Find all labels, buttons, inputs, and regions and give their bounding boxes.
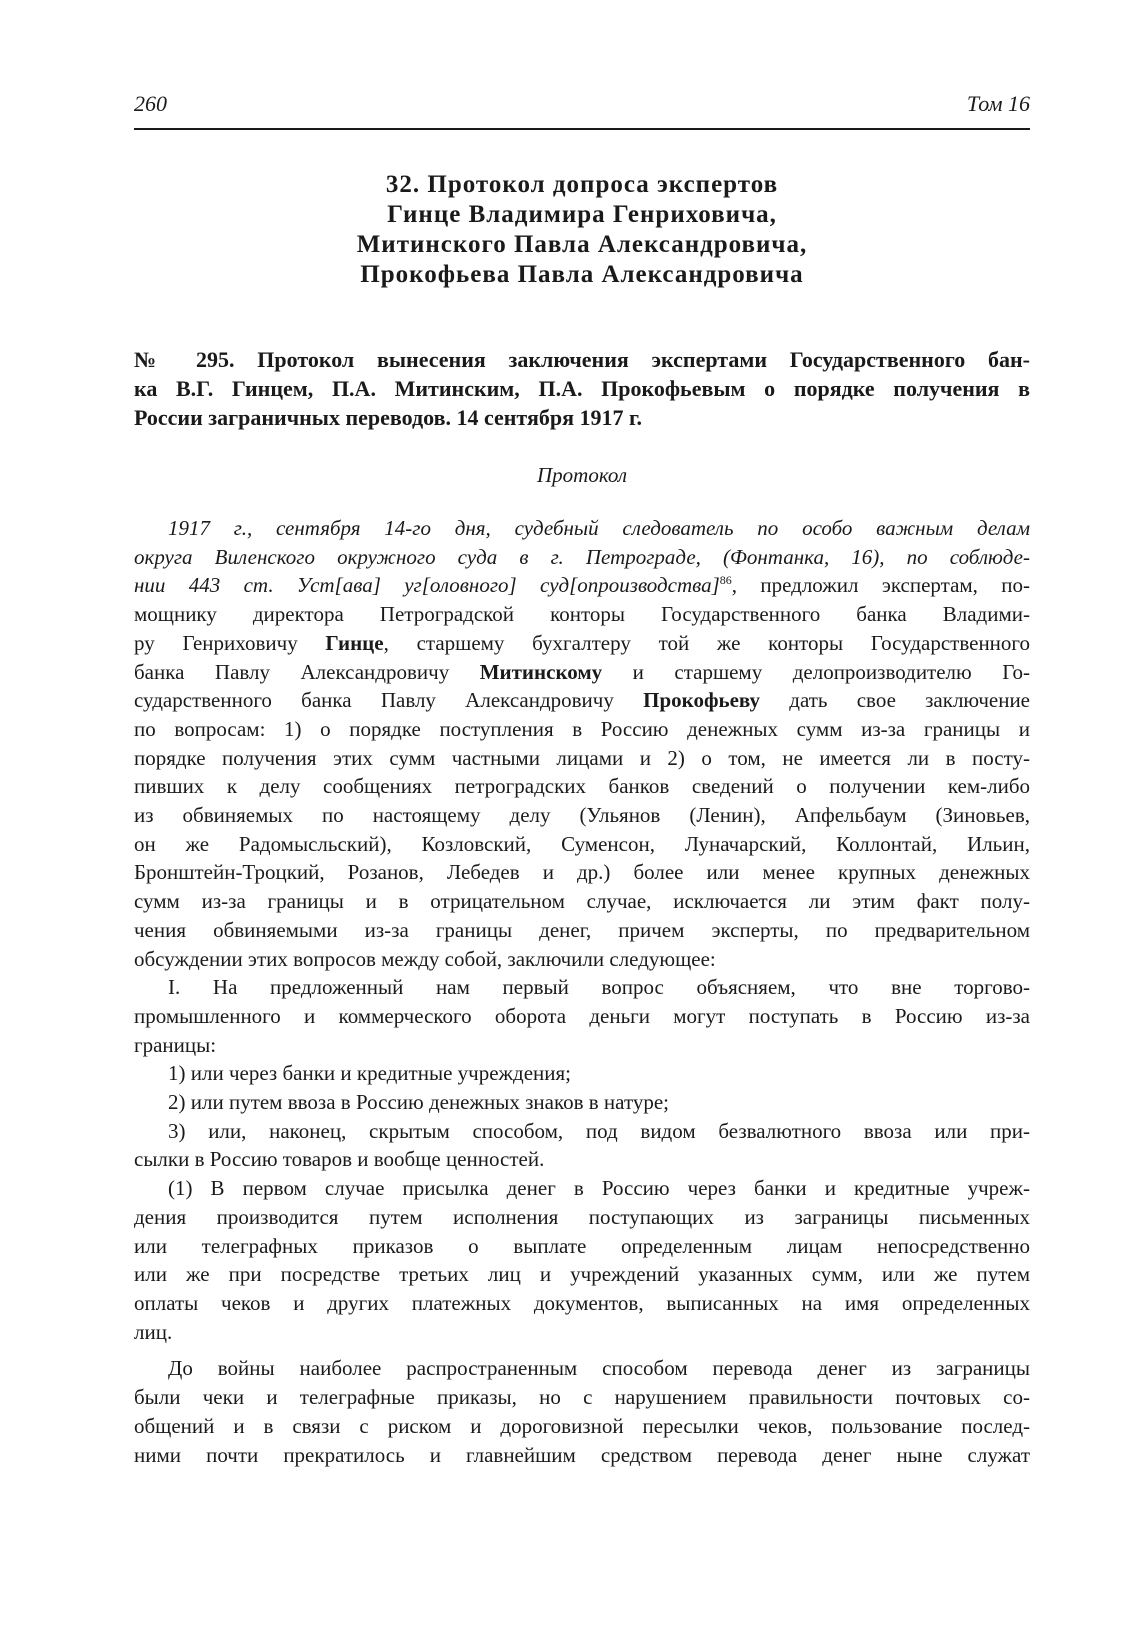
section-title-line: 32. Протокол допроса экспертов	[385, 171, 779, 198]
list-item: 3) или, наконец, скрытым способом, под видом безвалютного ввоза или при-	[168, 1118, 1030, 1143]
body-line: (1) В первом случае присылка денег в Россию через банки и кредитные учреж-	[168, 1176, 1030, 1201]
body-line: промышленного и коммерческого оборота деньги могут поступать в Россию из-за	[134, 1003, 1030, 1028]
list-item: 1) или через банки и кредитные учреждения;	[168, 1061, 572, 1086]
section-title-line: Митинского Павла Александровича,	[356, 231, 808, 258]
section-title-line: Прокофьева Павла Александровича	[360, 261, 804, 288]
body-line: оплаты чеков и других платежных документов, выписанных на имя определенных	[134, 1290, 1030, 1315]
body-text-run: , предложил экспертам, по-	[731, 573, 1030, 598]
body-line: по вопросам: 1) о порядке поступления в Россию денежных сумм из-за границы и	[134, 716, 1030, 741]
page-number: 260	[134, 91, 167, 116]
statute-reference: нии 443 ст. Уст[ава] уг[оловного] суд[опроизводства]	[134, 573, 720, 598]
expert-name-ginze: Гинце	[325, 630, 384, 655]
running-header	[134, 90, 1030, 130]
body-line: До войны наиболее распространенным способом перевода денег из заграницы	[168, 1356, 1030, 1381]
body-text-run: сударственного банка Павлу Александровичу	[134, 688, 644, 713]
body-line: или телеграфных приказов о выплате определенным лицам непосредственно	[134, 1233, 1030, 1258]
body-line: границы:	[134, 1032, 217, 1057]
body-line: ними почти прекратилось и главнейшим средством перевода денег ныне служат	[134, 1442, 1030, 1467]
body-line: были чеки и телеграфные приказы, но с нарушением правильности почтовых со-	[134, 1385, 1030, 1410]
body-text-run: дать свое заключение	[760, 688, 1031, 713]
body-line: или же при посредстве третьих лиц и учреждений указанных сумм, или же путем	[134, 1262, 1030, 1287]
document-title	[134, 345, 1030, 432]
document-title-line: ка В.Г. Гинцем, П.А. Митинским, П.А. Прокофьевым о порядке получения в	[134, 376, 1030, 401]
body-line: сумм из-за границы и в отрицательном случае, исключается ли этим факт полу-	[134, 889, 1030, 914]
document-title-line: № 295. Протокол вынесения заключения экспертами Государственного бан-	[134, 347, 1030, 372]
volume-label: Том 16	[966, 91, 1030, 116]
document-title-line: России заграничных переводов. 14 сентября 1917 г.	[134, 405, 642, 430]
footnote-marker: 86	[719, 573, 732, 588]
body-line	[134, 629, 1030, 658]
body-line: Бронштейн-Троцкий, Розанов, Лебедев и др.) более или менее крупных денежных	[134, 860, 1030, 885]
body-line: 1917 г., сентября 14-го дня, судебный следователь по особо важным делам	[168, 516, 1030, 540]
body-text-run: и старшему делопроизводителю Го-	[602, 659, 1030, 684]
body-line: обсуждении этих вопросов между собой, заключили следующее:	[134, 946, 716, 971]
body-line	[134, 658, 1030, 687]
body-line	[134, 571, 1030, 600]
body-line: дения производится путем исполнения поступающих из заграницы письменных	[134, 1204, 1030, 1229]
list-item: сылки в Россию товаров и вообще ценностей.	[134, 1147, 545, 1172]
body-text-run: ру Генриховичу	[134, 630, 326, 655]
body-line: мощнику директора Петроградской конторы Государственного банка Владими-	[134, 602, 1030, 627]
body-line: округа Виленского окружного суда в г. Петрограде, (Фонтанка, 16), по соблюде-	[134, 544, 1030, 569]
body-line: лиц.	[134, 1319, 173, 1344]
protocol-subtitle: Протокол	[537, 463, 627, 487]
body-line: из обвиняемых по настоящему делу (Ульянов (Ленин), Апфельбаум (Зиновьев,	[134, 803, 1030, 828]
body-line: порядке получения этих сумм частными лицами и 2) о том, не имеется ли в посту-	[134, 745, 1030, 770]
section-title-line: Гинце Владимира Генриховича,	[387, 201, 777, 228]
body-text-run: банка Павлу Александровичу	[134, 659, 480, 684]
body-text	[134, 514, 1030, 1469]
body-text-run: , старшему бухгалтеру той же конторы Государственного	[383, 630, 1031, 655]
body-line: I. На предложенный нам первый вопрос объясняем, что вне торгово-	[168, 975, 1030, 1000]
body-line	[134, 686, 1030, 715]
list-item: 2) или путем ввоза в Россию денежных знаков в натуре;	[168, 1090, 670, 1115]
expert-name-mitinsky: Митинскому	[479, 659, 603, 684]
body-line: чения обвиняемыми из-за границы денег, причем эксперты, по предварительном	[134, 917, 1030, 942]
body-line: общений и в связи с риском и дороговизной пересылки чеков, пользование послед-	[134, 1413, 1030, 1438]
section-title	[134, 170, 1030, 290]
body-line: он же Радомысльский), Козловский, Суменсон, Луначарский, Коллонтай, Ильин,	[134, 831, 1030, 856]
expert-name-prokofiev: Прокофьеву	[643, 688, 761, 713]
paragraph-gap	[134, 1346, 1030, 1354]
body-line: пивших к делу сообщениях петроградских банков сведений о получении кем-либо	[134, 774, 1030, 799]
